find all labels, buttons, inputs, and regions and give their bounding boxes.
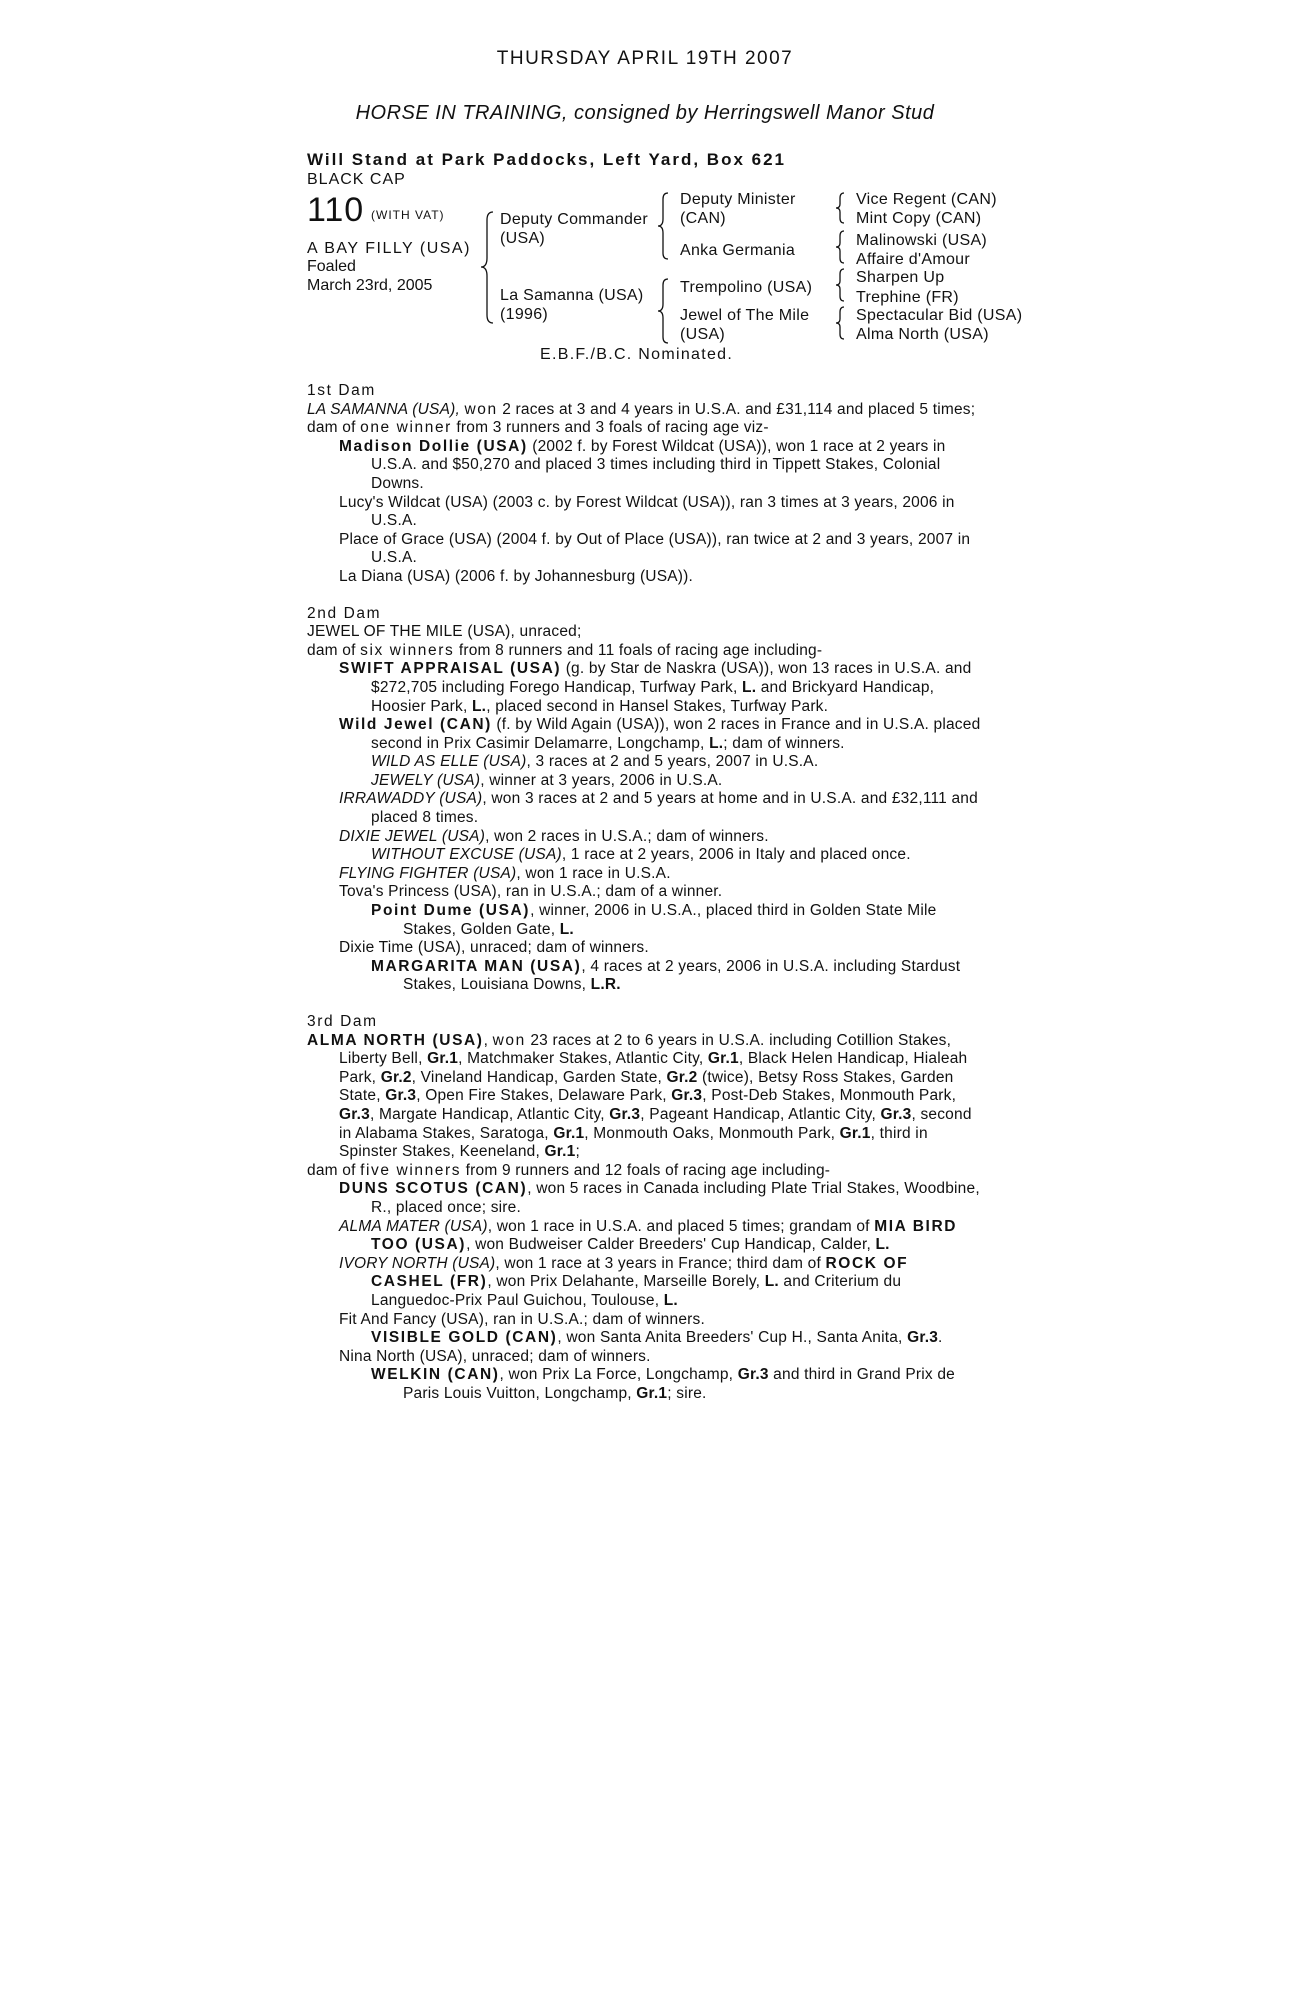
produce-entry: Fit And Fancy (USA), ran in U.S.A.; dam of winners. <box>339 1310 705 1328</box>
horse-description: A BAY FILLY (USA) <box>307 240 471 257</box>
second-dam-produce-summary: dam of six winners from 8 runners and 11 foals of racing age including- <box>307 641 823 659</box>
produce-entry: Nina North (USA), unraced; dam of winners. <box>339 1347 651 1365</box>
third-dam-produce-summary: dam of five winners from 9 runners and 12 foals of racing age including- <box>307 1161 831 1179</box>
produce-entry: La Diana (USA) (2006 f. by Johannesburg (USA)). <box>339 567 694 585</box>
pedigree-g3-4: Affaire d'Amour <box>856 251 970 268</box>
pedigree-g3-8: Alma North (USA) <box>856 326 989 343</box>
produce-entry: WITHOUT EXCUSE (USA), 1 race at 2 years, 2006 in Italy and placed once. <box>371 846 911 864</box>
pedigree-brace-g3-2 <box>834 229 846 265</box>
first-dam-produce-summary: dam of one winner from 3 runners and 3 foals of racing age viz- <box>307 419 769 437</box>
nomination-note: E.B.F./B.C. Nominated. <box>540 346 734 363</box>
lot-number: 110 <box>307 191 365 229</box>
pedigree-g3-1: Vice Regent (CAN) <box>856 191 997 208</box>
sale-date: THURSDAY APRIL 19TH 2007 <box>496 48 794 69</box>
produce-entry: IRRAWADDY (USA), won 3 races at 2 and 5 years at home and in U.S.A. and £32,111 and placed 8 times. <box>339 790 978 827</box>
pedigree-dam: La Samanna (USA) (1996) <box>500 287 644 323</box>
third-dam-heading: 3rd Dam <box>307 1013 378 1030</box>
pedigree-brace-dam <box>656 277 670 345</box>
pedigree-dam-sire: Trempolino (USA) <box>680 279 813 296</box>
first-dam-line: LA SAMANNA (USA), won 2 races at 3 and 4 years in U.S.A. and £31,114 and placed 5 times; <box>307 400 976 418</box>
pedigree-g3-3: Malinowski (USA) <box>856 232 988 249</box>
horse-name: BLACK CAP <box>307 171 406 188</box>
produce-entry: DIXIE JEWEL (USA), won 2 races in U.S.A.; dam of winners. <box>339 827 769 845</box>
pedigree-brace-g3-4 <box>834 305 846 341</box>
foaled-label: Foaled <box>307 258 356 275</box>
second-dam-heading: 2nd Dam <box>307 604 382 622</box>
second-dam-line: JEWEL OF THE MILE (USA), unraced; <box>307 623 582 641</box>
produce-entry: IVORY NORTH (USA), won 1 race at 3 years in France; third dam of ROCK OF CASHEL (FR), won Prix Delahante, Marseille Borely, L. and Criterium du Languedoc-Prix Paul Guichou, Toulouse, L. <box>339 1254 909 1309</box>
pedigree-sire: Deputy Commander (USA) <box>500 211 648 247</box>
produce-entry: Point Dume (USA), winner, 2006 in U.S.A., placed third in Golden State Mile Stakes, Golden Gate, L. <box>371 902 937 938</box>
produce-entry: ALMA MATER (USA), won 1 race in U.S.A. and placed 5 times; grandam of MIA BIRD TOO (USA), won Budweiser Calder Breeders' Cup Handicap, Calder, L. <box>339 1217 958 1254</box>
stable-location: Will Stand at Park Paddocks, Left Yard, Box 621 <box>307 150 786 169</box>
family-notes <box>307 382 987 1403</box>
produce-entry: WELKIN (CAN), won Prix La Force, Longchamp, Gr.3 and third in Grand Prix de Paris Louis Vuitton, Longchamp, Gr.1; sire. <box>371 1366 956 1402</box>
produce-entry: MARGARITA MAN (USA), 4 races at 2 years, 2006 in U.S.A. including Stardust Stakes, Louisiana Downs, L.R. <box>371 957 961 994</box>
produce-entry: Lucy's Wildcat (USA) (2003 c. by Forest Wildcat (USA)), ran 3 times at 3 years, 2006 in U.S.A. <box>339 493 955 530</box>
first-dam-heading: 1st Dam <box>307 382 376 399</box>
foaled-date: March 23rd, 2005 <box>307 277 433 294</box>
produce-entry: SWIFT APPRAISAL (USA) (g. by Star de Naskra (USA)), won 13 races in U.S.A. and $272,705 including Forego Handicap, Turfway Park, L. and Brickyard Handicap, Hoosier Park, L., placed second in Hansel Stakes, Turfway Park. <box>339 660 972 715</box>
produce-entry: JEWELY (USA), winner at 3 years, 2006 in U.S.A. <box>371 771 723 789</box>
pedigree-g3-5: Sharpen Up <box>856 269 945 286</box>
produce-entry: Dixie Time (USA), unraced; dam of winners. <box>339 939 649 957</box>
pedigree-sire-sire: Deputy Minister (CAN) <box>680 191 796 227</box>
pedigree-brace-main <box>479 210 495 325</box>
produce-entry: Wild Jewel (CAN) (f. by Wild Again (USA)), won 2 races in France and in U.S.A. placed second in Prix Casimir Delamarre, Longchamp, L.; dam of winners. <box>339 716 981 752</box>
pedigree-dam-dam: Jewel of The Mile (USA) <box>680 307 810 343</box>
pedigree-brace-sire <box>656 191 670 261</box>
produce-entry: VISIBLE GOLD (CAN), won Santa Anita Breeders' Cup H., Santa Anita, Gr.3. <box>371 1329 943 1347</box>
consignment-line: HORSE IN TRAINING, consigned by Herringswell Manor Stud <box>355 102 935 124</box>
produce-entry: Place of Grace (USA) (2004 f. by Out of Place (USA)), ran twice at 2 and 3 years, 2007 in U.S.A. <box>339 530 971 567</box>
produce-entry: Tova's Princess (USA), ran in U.S.A.; dam of a winner. <box>339 883 723 901</box>
produce-entry: Madison Dollie (USA) (2002 f. by Forest Wildcat (USA)), won 1 race at 2 years in U.S.A. and $50,270 and placed 3 times including third in Tippett Stakes, Colonial Downs. <box>339 437 946 492</box>
produce-entry: WILD AS ELLE (USA), 3 races at 2 and 5 years, 2007 in U.S.A. <box>371 753 819 771</box>
pedigree-brace-g3-1 <box>834 191 846 225</box>
vat-note: (WITH VAT) <box>371 208 445 222</box>
pedigree-sire-dam: Anka Germania <box>680 242 796 259</box>
pedigree-g3-2: Mint Copy (CAN) <box>856 210 982 227</box>
third-dam-line: ALMA NORTH (USA), won 23 races at 2 to 6 years in U.S.A. including Cotillion Stakes, Liberty Bell, Gr.1, Matchmaker Stakes, Atlantic City, Gr.1, Black Helen Handicap, Hialeah Park, Gr.2, Vineland Handicap, Garden State, Gr.2 (twice), Betsy Ross Stakes, Garden State, Gr.3, Open Fire Stakes, Delaware Park, Gr.3, Post-Deb Stakes, Monmouth Park, Gr.3, Margate Handicap, Atlantic City, Gr.3, Pageant Handicap, Atlantic City, Gr.3, second in Alabama Stakes, Saratoga, Gr.1, Monmouth Oaks, Monmouth Park, Gr.1, third in Spinster Stakes, Keeneland, Gr.1; <box>307 1031 972 1161</box>
produce-entry: DUNS SCOTUS (CAN), won 5 races in Canada including Plate Trial Stakes, Woodbine, R., placed once; sire. <box>339 1180 980 1216</box>
produce-entry: FLYING FIGHTER (USA), won 1 race in U.S.A. <box>339 864 671 882</box>
pedigree-g3-7: Spectacular Bid (USA) <box>856 307 1023 324</box>
pedigree-g3-6: Trephine (FR) <box>856 289 959 306</box>
pedigree-brace-g3-3 <box>834 267 846 303</box>
